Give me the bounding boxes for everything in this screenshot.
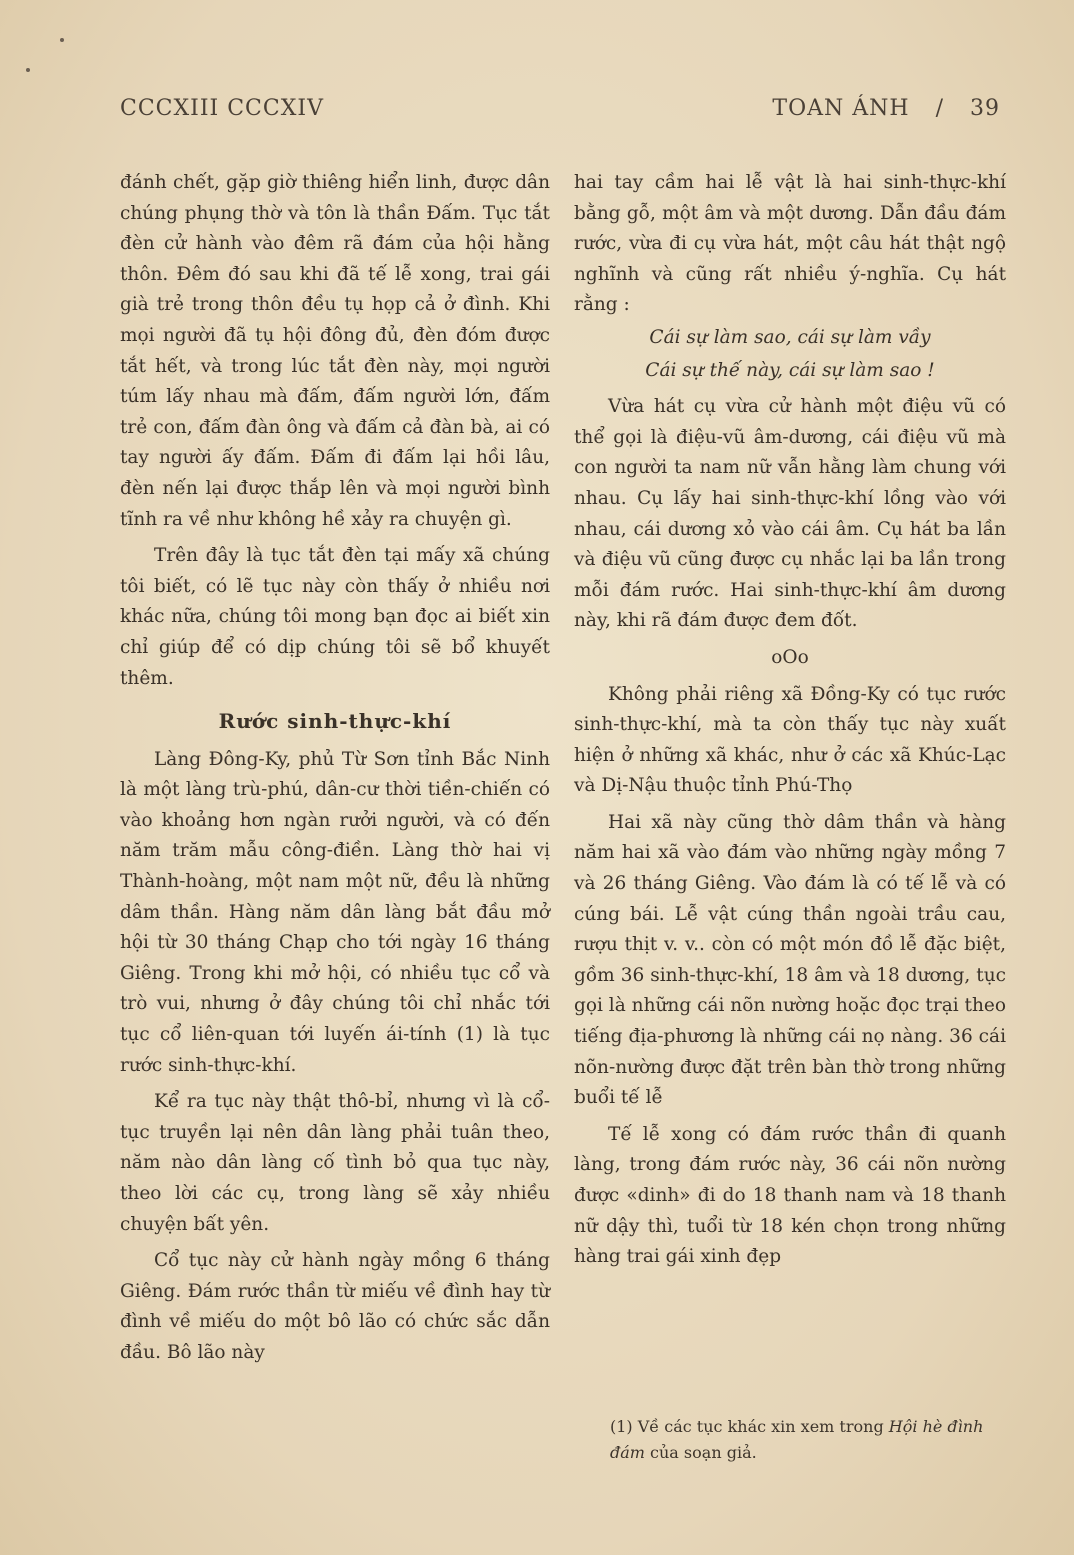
right-column	[574, 168, 1006, 1273]
section-heading: Rước sinh-thực-khí	[218, 709, 452, 734]
paragraph: Tế lễ xong có đám rước thần đi quanh làng, trong đám rước này, 36 cái nõn nường được «dinh» đi do 18 thanh nam và 18 thanh nữ dậy thì, tuổi từ 18 kén chọn trong những hàng trai gái xinh đẹp	[574, 1123, 1006, 1268]
ink-speck	[60, 38, 64, 42]
footnote-title: Hội hè đình đám	[610, 1417, 984, 1462]
header-right	[772, 96, 1000, 121]
ink-speck	[26, 68, 30, 72]
footnote-suffix: của soạn giả.	[644, 1443, 757, 1462]
paragraph: Trên đây là tục tắt đèn tại mấy xã chúng tôi biết, có lẽ tục này còn thấy ở nhiều nơi khác nữa, chúng tôi mong bạn đọc ai biết xin chỉ giúp để có dịp chúng tôi sẽ bổ khuyết thêm.	[120, 545, 550, 689]
footnote-text: (1) Về các tục khác xin xem trong	[610, 1417, 889, 1436]
running-header	[120, 96, 1000, 128]
paragraph: Cổ tục này cử hành ngày mồng 6 tháng Giêng. Đám rước thần từ miếu về đình hay từ đình về miếu do một bô lão có chức sắc dẫn đầu. Bô lão này	[120, 1250, 550, 1363]
verse-line: Cái sự thế này, cái sự làm sao !	[645, 359, 935, 381]
paragraph: hai tay cầm hai lễ vật là hai sinh-thực-khí bằng gỗ, một âm và một dương. Dẫn đầu đám rước, vừa đi cụ vừa hát, một câu hát thật ngộ nghĩnh và cũng rất nhiều ý-nghĩa. Cụ hát rằng :	[574, 172, 1006, 316]
header-author: TOAN ÁNH	[772, 96, 910, 121]
paragraph: đánh chết, gặp giờ thiêng hiển linh, được dân chúng phụng thờ và tôn là thần Đấm. Tục tắt đèn cử hành vào đêm rã đám của hội hằng thôn. Đêm đó sau khi đã tế lễ xong, trai gái già trẻ trong thôn đều tụ họp cả ở đình. Khi mọi người đã tụ hội đông đủ, đèn đóm được tắt hết, và trong lúc tắt đèn này, mọi người túm lấy nhau mà đấm, đấm người lớn, đấm trẻ con, đấm đàn ông và đấm cả đàn bà, ai có tay người ấy đấm. Đấm đi đấm lại hồi lâu, đèn nến lại được thắp lên và mọi người bình tĩnh ra về như không hề xảy ra chuyện gì.	[120, 172, 550, 530]
paragraph: Làng Đông-Ky, phủ Từ Sơn tỉnh Bắc Ninh là một làng trù-phú, dân-cư thời tiền-chiến có vào khoảng hơn ngàn rưởi người, và có đến năm trăm mẫu công-điền. Làng thờ hai vị Thành-hoàng, một nam một nữ, đều là những dâm thần. Hàng năm dân làng bắt đầu mở hội từ 30 tháng Chạp cho tới ngày 16 tháng Giêng. Trong khi mở hội, có nhiều tục cổ và trò vui, nhưng ở đây chúng tôi chỉ nhắc tới tục cổ liên-quan tới luyến ái-tính (1) là tục rước sinh-thực-khí.	[120, 748, 550, 1076]
section-separator: oOo	[771, 646, 809, 668]
paragraph: Không phải riêng xã Đồng-Ky có tục rước sinh-thực-khí, mà ta còn thấy tục này xuất hiện ở những xã khác, như ở các xã Khúc-Lạc và Dị-Nậu thuộc tỉnh Phú-Thọ	[574, 683, 1006, 797]
paragraph: Kể ra tục này thật thô-bỉ, nhưng vì là cổ-tục truyền lại nên dân làng phải tuân theo, năm nào dân làng cố tình bỏ qua tục này, theo lời các cụ, trong làng sẽ xảy nhiều chuyện bất yên.	[120, 1091, 550, 1235]
left-column	[120, 168, 550, 1369]
paragraph: Vừa hát cụ vừa cử hành một điệu vũ có thể gọi là điệu-vũ âm-dương, cái điệu vũ mà con người ta nam nữ vẫn hằng làm chung với nhau. Cụ lấy hai sinh-thực-khí lồng vào với nhau, cái dương xỏ vào cái âm. Cụ hát ba lần và điệu vũ cũng được cụ nhắc lại ba lần trong mỗi đám rước. Hai sinh-thực-khí âm dương này, khi rã đám được đem đốt.	[574, 396, 1006, 632]
paragraph: Hai xã này cũng thờ dâm thần và hàng năm hai xã vào đám vào những ngày mồng 7 và 26 tháng Giêng. Vào đám là có tế lễ và có cúng bái. Lễ vật cúng thần ngoài trầu cau, rượu thịt v. v.. còn có một món đồ lễ đặc biệt, gồm 36 sinh-thực-khí, 18 âm và 18 dương, tục gọi là những cái nõn nường hoặc đọc trại theo tiếng địa-phương là những cái nọ nàng. 36 cái nõn-nường được đặt trên bàn thờ trong những buổi tế lễ	[574, 811, 1006, 1109]
verse-line: Cái sự làm sao, cái sự làm vầy	[649, 326, 931, 348]
page-number: 39	[970, 96, 1000, 121]
header-separator: /	[935, 96, 944, 121]
header-left: CCCXIII CCCXIV	[120, 96, 324, 121]
footnote	[610, 1414, 1010, 1466]
